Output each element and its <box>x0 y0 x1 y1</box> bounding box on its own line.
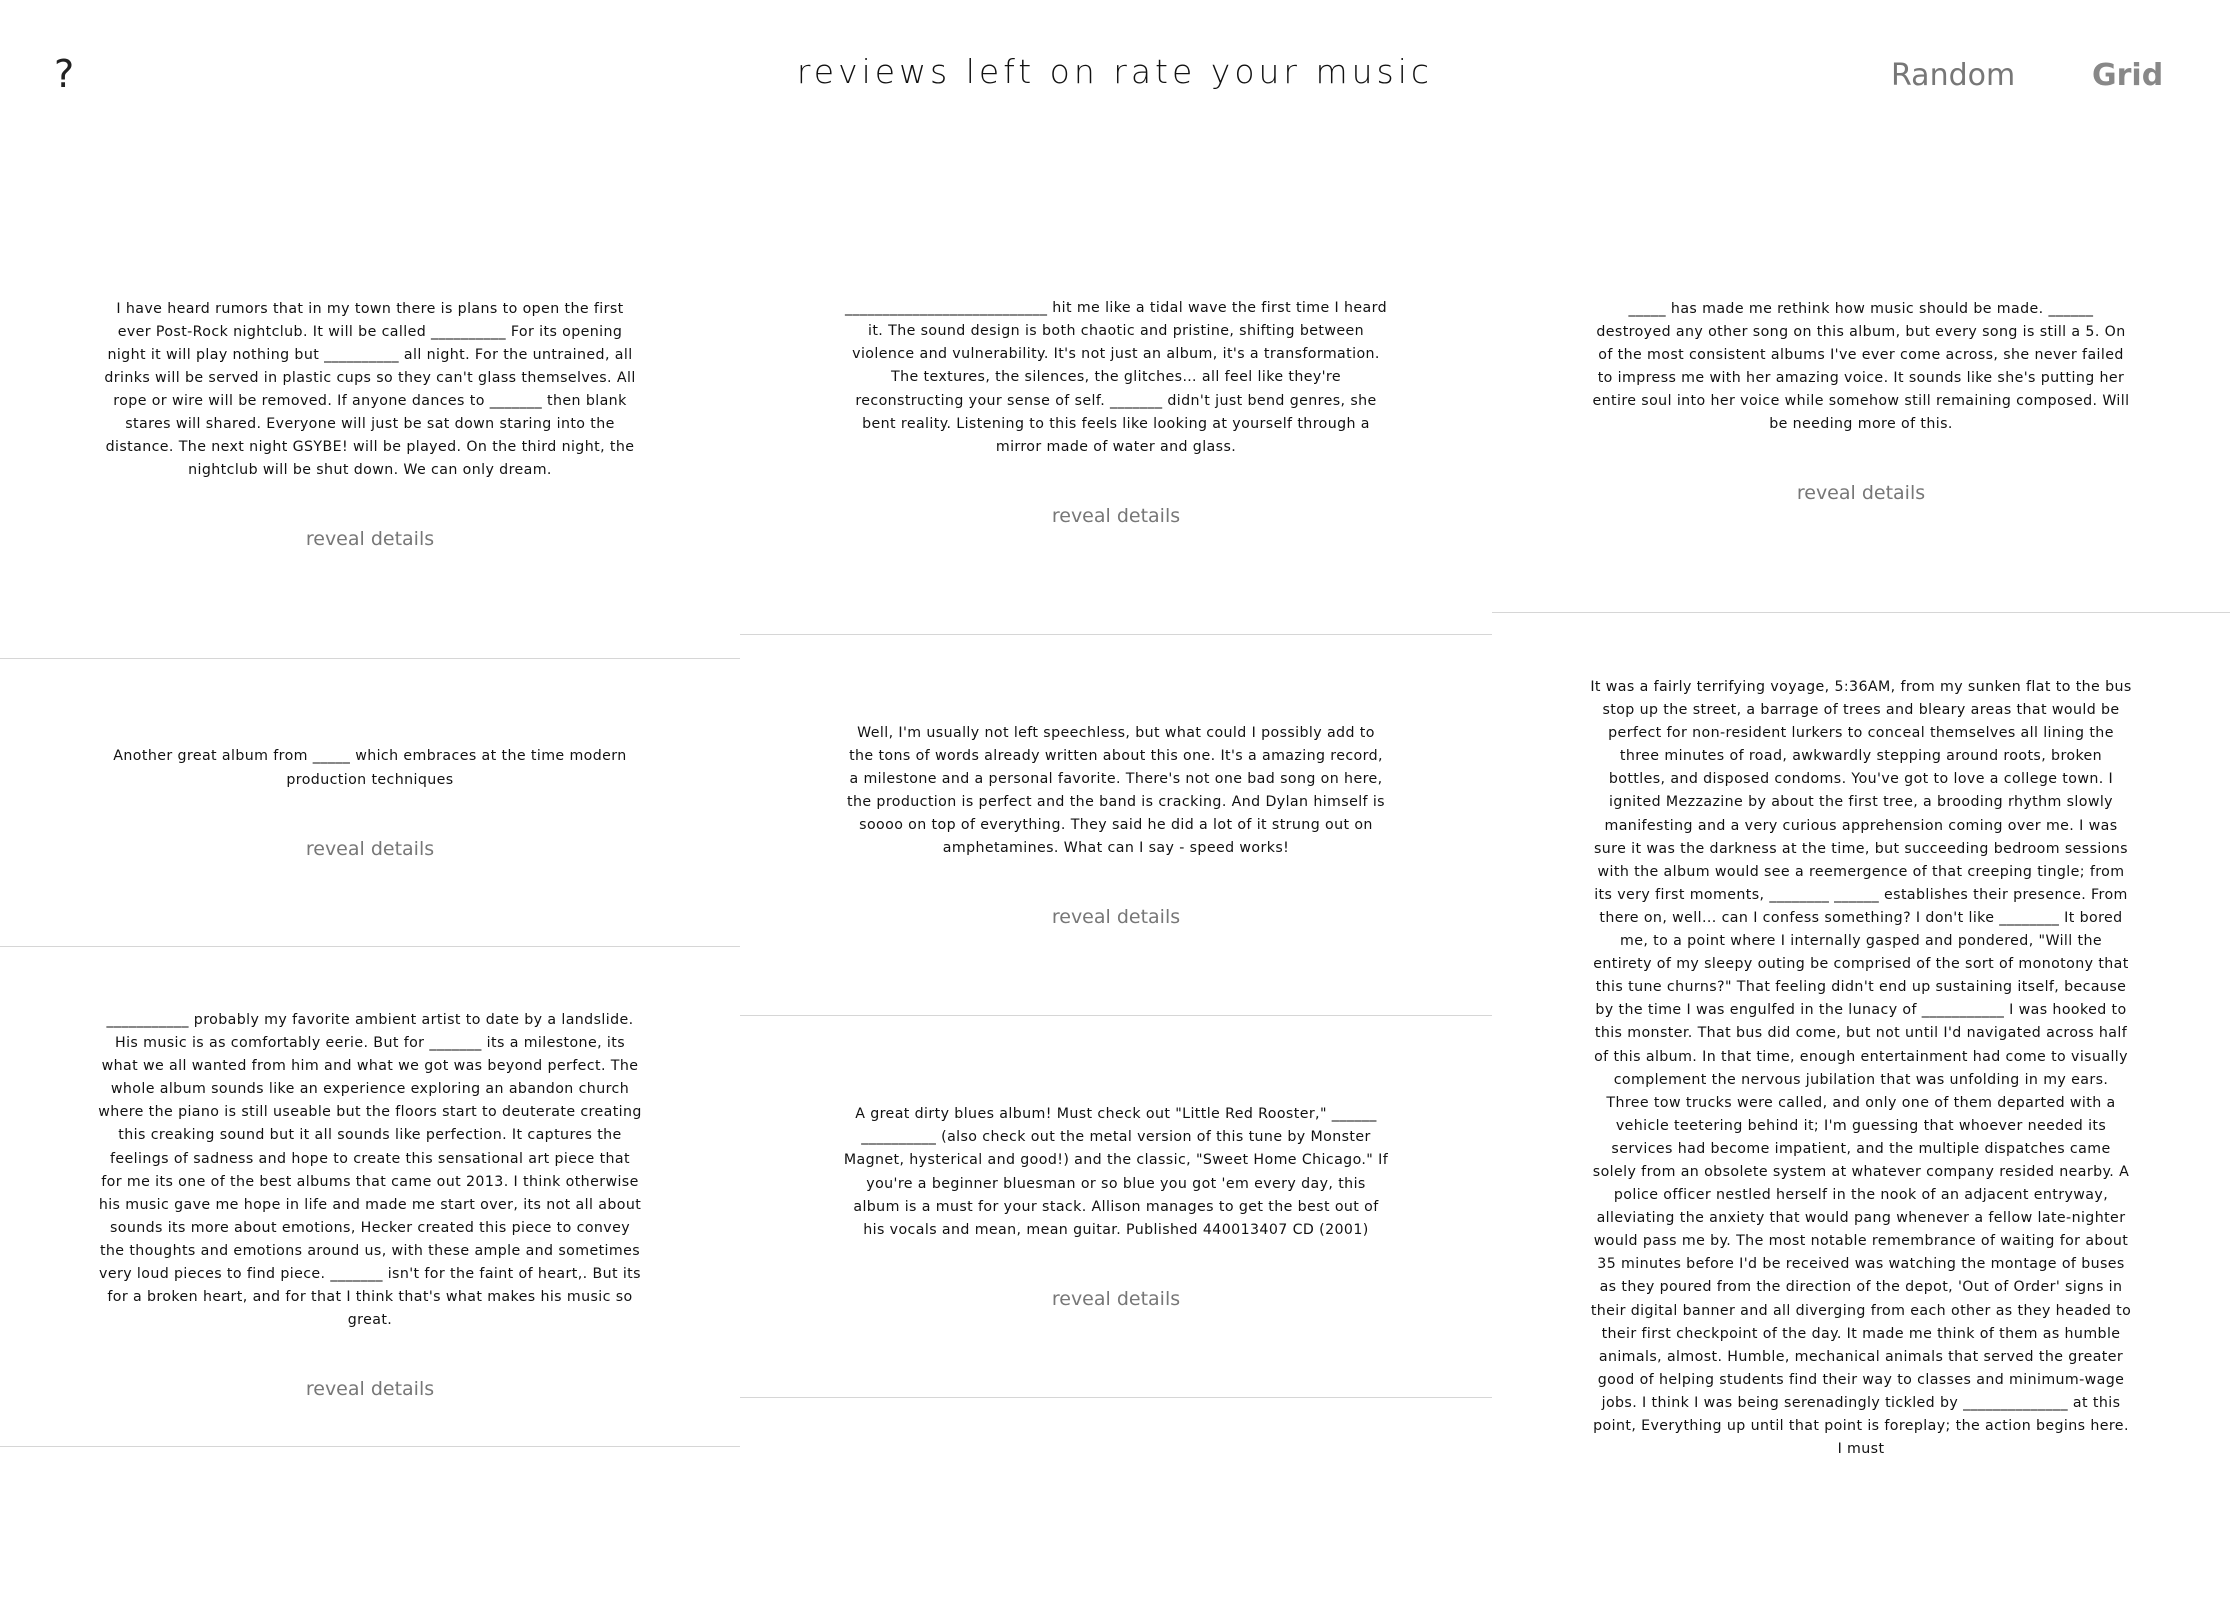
review-text: A great dirty blues album! Must check out "Little Red Rooster," ______ __________ (also check out the metal version of this tune by Monster Magnet, hysterical and good!) and the classic, "Sweet Home Chicago." If you're a beginner bluesman or so blue you got 'em every day, this album is a must for your stack. Allison manages to get the best out of his vocals and mean, mean guitar. Published 440013407 CD (2001) <box>843 1106 1389 1238</box>
review-text: I have heard rumors that in my town there is plans to open the first ever Post-Rock nightclub. It will be called __________ For its opening night it will play nothing but __________ all night. For the untrained, all drinks will be served in plastic cups so they can't glass themselves. All rope or wire will be removed. If anyone dances to _______ then blank stares will shared. Everyone will just be sat down staring into the distance. The next night GSYBE! will be played. On the third night, the nightclub will be shut down. We can only dream. <box>104 300 636 479</box>
reveal-details-link[interactable]: reveal details <box>1051 906 1181 929</box>
review-text: Well, I'm usually not left speechless, but what could I possibly add to the tons of words already written about this one. It's a amazing record, a milestone and a personal favorite. There's not one bad song on here, the production is perfect and the band is cracking. And Dylan himself is soooo on top of everything. They said he did a lot of it strung out on amphetamines. What can I say - speed works! <box>847 724 1385 857</box>
review-card <box>1492 613 2230 1613</box>
review-text: It was a fairly terrifying voyage, 5:36AM, from my sunken flat to the bus stop up the street, a barrage of trees and bleary areas that would be perfect for non-resident lurkers to conceal themselves all lining the three minutes of road, awkwardly stepping around roots, broken bottles, and disposed condoms. You've got to love a college town. I ignited Mezzazine by about the first tree, a brooding rhythm slowly manifesting and a very curious apprehension coming over me. I was sure it was the darkness at the time, but succeeding bedroom sessions with the album would see a reemergence of that creeping tingle; from its very first moments, ________ ______ establishes their presence. From there on, well... can I confess something? I don't like ________ It bored me, to a point where I internally gasped and pondered, "Will the entirety of my sleepy outing be comprised of the sort of monotony that this tune churns?" That feeling didn't end up sustaining itself, because by the time I was engulfed in the lunacy of ___________ I was hooked to this monster. That bus did come, but not until I'd navigated across half of this album. In that time, enough entertainment had come to visually complement the nervous jubilation that was unfolding in my ears. Three tow trucks were called, and only one of them departed with a vehicle teetering behind it; I'm guessing that whoever needed its services had become impatient, and the multiple dispatches came solely from an obsolete system at whatever company resided nearby. A police officer nestled herself in the nook of an adjacent entryway, alleviating the anxiety that would pang whenever a fellow late-nighter would pass me by. The most notable remembrance of waiting for about 35 minutes before I'd be received was watching the montage of buses as they poured from the direction of the depot, 'Out of Order' signs in their digital banner and all diverging from each other as they headed to their first checkpoint of the day. It made me think of them as humble animals, almost. Humble, mechanical animals that served the greater good of helping students find their way to classes and minimum-wage jobs. I think I was being serenadingly tickled by ______________ at this point, Everything up until that point is foreplay; the action begins here. I must <box>1590 679 2132 1458</box>
reveal-details-link[interactable]: reveal details <box>1051 1287 1181 1310</box>
top-bar <box>0 0 2230 150</box>
reveal-details-link[interactable]: reveal details <box>305 528 435 551</box>
review-text: ___________ probably my favorite ambient artist to date by a landslide. His music is as comfortably eerie. But for _______ its a milestone, its what we all wanted from him and what we got was beyond perfect. The whole album sounds like an experience exploring an abandon church where the piano is still useable but the floors start to deuterate creating this creaking sound but it all sounds like perfection. It captures the feelings of sadness and hope to create this sensational art piece that for me its one of the best albums that came out 2013. I think otherwise his music gave me hope in life and made me start over, its not all about sounds its more about emotions, Hecker created this piece to convey the thoughts and emotions around us, with these ample and sometimes very loud pieces to find piece. _______ isn't for the faint of heart,. But its for a broken heart, and for that I think that's what makes his music so great. <box>98 1012 642 1329</box>
review-card <box>0 150 740 659</box>
nav-grid-link[interactable]: Grid <box>2092 58 2164 93</box>
grid-column-3 <box>1492 150 2230 1458</box>
review-card <box>0 659 740 947</box>
review-card <box>740 150 1492 635</box>
reveal-details-link[interactable]: reveal details <box>305 1378 435 1401</box>
review-card <box>740 1016 1492 1398</box>
help-button[interactable]: ? <box>54 52 75 96</box>
grid-column-2 <box>740 150 1492 1414</box>
site-title: reviews left on rate your music <box>796 52 1434 91</box>
nav-random-link[interactable]: Random <box>1891 58 2016 93</box>
grid-column-1 <box>0 150 740 1414</box>
reveal-details-link[interactable]: reveal details <box>1796 482 1926 505</box>
review-card <box>0 947 740 1447</box>
reveal-details-link[interactable]: reveal details <box>305 837 435 860</box>
review-card <box>740 635 1492 1016</box>
review-text: _____ has made me rethink how music should be made. ______ destroyed any other song on this album, but every song is still a 5. On of the most consistent albums I've ever come across, she never failed to impress me with her amazing voice. It sounds like she's putting her entire soul into her voice while somehow still remaining composed. Will be needing more of this. <box>1592 300 2130 433</box>
review-text: ___________________________ hit me like a tidal wave the first time I heard it. The sound design is both chaotic and pristine, shifting between violence and vulnerability. It's not just an album, it's a transformation. The textures, the silences, the glitches… all feel like they're reconstructing your sense of self. _______ didn't just bend genres, she bent reality. Listening to this feels like looking at yourself through a mirror made of water and glass. <box>844 300 1388 455</box>
review-text: Another great album from _____ which embraces at the time modern production techniques <box>113 748 627 788</box>
review-card <box>1492 150 2230 613</box>
reveal-details-link[interactable]: reveal details <box>1051 504 1181 527</box>
